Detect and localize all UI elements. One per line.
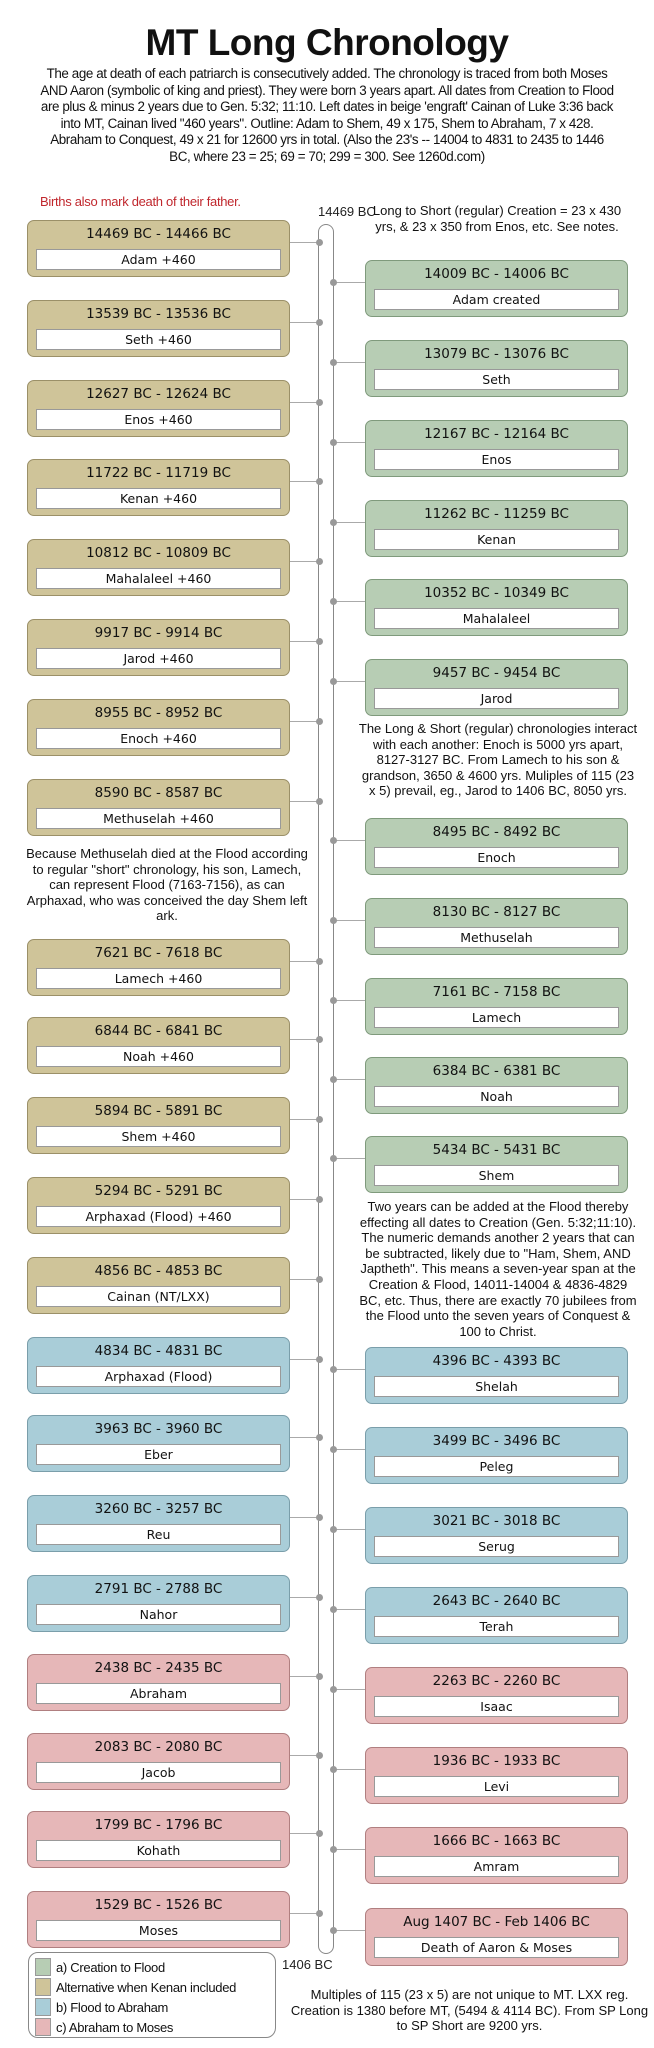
connector-line xyxy=(334,920,365,921)
event-name: Enoch +460 xyxy=(36,728,281,749)
event-date: 10812 BC - 10809 BC xyxy=(86,545,231,561)
event-date: 3021 BC - 3018 BC xyxy=(432,1513,561,1529)
event-box xyxy=(27,939,290,996)
event-date: 3499 BC - 3496 BC xyxy=(432,1433,561,1449)
event-date: 4856 BC - 4853 BC xyxy=(94,1263,223,1279)
event-box xyxy=(27,1733,290,1790)
event-box xyxy=(27,1811,290,1868)
event-box xyxy=(27,380,290,437)
event-date: 2643 BC - 2640 BC xyxy=(432,1593,561,1609)
event-name: Mahalaleel xyxy=(374,608,619,629)
event-date: 13079 BC - 13076 BC xyxy=(424,346,569,362)
event-date: 7161 BC - 7158 BC xyxy=(432,984,561,1000)
event-name: Mahalaleel +460 xyxy=(36,568,281,589)
event-name: Methuselah xyxy=(374,927,619,948)
event-box xyxy=(27,1654,290,1711)
legend-label: b) Flood to Abraham xyxy=(56,1999,169,2015)
timeline-dot xyxy=(316,1196,323,1203)
event-name: Shem xyxy=(374,1165,619,1186)
timeline-dot xyxy=(330,1076,337,1083)
timeline-dot xyxy=(330,1927,337,1934)
timeline-dot xyxy=(330,997,337,1004)
event-box xyxy=(27,1177,290,1234)
timeline-dot xyxy=(316,1752,323,1759)
event-date: 3260 BC - 3257 BC xyxy=(94,1501,223,1517)
timeline-dot xyxy=(330,1526,337,1533)
event-date: 5434 BC - 5431 BC xyxy=(432,1142,561,1158)
event-date: 14009 BC - 14006 BC xyxy=(424,266,569,282)
timeline-dot xyxy=(316,1116,323,1123)
event-box xyxy=(27,220,290,277)
event-date: 8130 BC - 8127 BC xyxy=(432,904,561,920)
event-name: Shelah xyxy=(374,1376,619,1397)
note-methuselah: Because Methuselah died at the Flood according to regular "short" chronology, his son, Lamech, can represent Flood (7163-7156), as can Arphaxad, who was conceived the day Shem left ark. xyxy=(26,846,308,924)
timeline-dot xyxy=(316,319,323,326)
connector-line xyxy=(334,442,365,443)
note-long-short: Long to Short (regular) Creation = 23 x 430 yrs, & 23 x 350 from Enos, etc. See notes. xyxy=(372,203,622,234)
event-date: 1936 BC - 1933 BC xyxy=(432,1753,561,1769)
timeline-dot xyxy=(330,1606,337,1613)
event-name: Kohath xyxy=(36,1840,281,1861)
event-box xyxy=(27,300,290,357)
event-name: Jarod +460 xyxy=(36,648,281,669)
event-name: Nahor xyxy=(36,1604,281,1625)
event-name: Isaac xyxy=(374,1696,619,1717)
event-name: Enoch xyxy=(374,847,619,868)
connector-line xyxy=(334,601,365,602)
event-date: 5894 BC - 5891 BC xyxy=(94,1103,223,1119)
event-name: Serug xyxy=(374,1536,619,1557)
legend-label: a) Creation to Flood xyxy=(56,1959,165,1975)
connector-line xyxy=(334,1769,365,1770)
event-box xyxy=(365,818,628,875)
event-name: Jacob xyxy=(36,1762,281,1783)
event-name: Peleg xyxy=(374,1456,619,1477)
connector-line xyxy=(334,522,365,523)
connector-line xyxy=(334,1079,365,1080)
event-box xyxy=(365,1587,628,1644)
event-box xyxy=(365,1507,628,1564)
timeline-dot xyxy=(330,439,337,446)
event-box xyxy=(27,539,290,596)
note-multiples: Multiples of 115 (23 x 5) are not unique to MT. LXX reg. Creation is 1380 before MT, (5494 & 4114 BC). From SP Long to SP Short are 9200 yrs. xyxy=(290,1987,649,2034)
event-date: 2263 BC - 2260 BC xyxy=(432,1673,561,1689)
connector-line xyxy=(334,1449,365,1450)
event-box xyxy=(365,898,628,955)
event-date: 14469 BC - 14466 BC xyxy=(86,226,231,242)
event-name: Abraham xyxy=(36,1683,281,1704)
timeline-dot xyxy=(330,678,337,685)
event-name: Kenan +460 xyxy=(36,488,281,509)
timeline-dot xyxy=(330,917,337,924)
timeline-dot xyxy=(316,1830,323,1837)
event-box xyxy=(365,1908,628,1966)
event-box xyxy=(27,1257,290,1314)
timeline-dot xyxy=(316,558,323,565)
event-name: Adam +460 xyxy=(36,249,281,270)
timeline-dot xyxy=(330,1766,337,1773)
connector-line xyxy=(334,1369,365,1370)
event-date: 9917 BC - 9914 BC xyxy=(94,625,223,641)
timeline-dot xyxy=(316,638,323,645)
event-date: 9457 BC - 9454 BC xyxy=(432,665,561,681)
event-name: Moses xyxy=(36,1920,281,1941)
event-name: Seth xyxy=(374,369,619,390)
timeline-end-label: 1406 BC xyxy=(282,1957,333,1972)
event-date: 1666 BC - 1663 BC xyxy=(432,1833,561,1849)
connector-line xyxy=(334,282,365,283)
timeline-dot xyxy=(316,1514,323,1521)
event-name: Enos xyxy=(374,449,619,470)
event-date: 7621 BC - 7618 BC xyxy=(94,945,223,961)
timeline-dot xyxy=(316,1434,323,1441)
timeline-dot xyxy=(330,359,337,366)
legend-item xyxy=(35,1977,275,1997)
event-date: 3963 BC - 3960 BC xyxy=(94,1421,223,1437)
timeline-dot xyxy=(330,1686,337,1693)
event-name: Kenan xyxy=(374,529,619,550)
event-box xyxy=(365,260,628,317)
event-name: Methuselah +460 xyxy=(36,808,281,829)
timeline-dot xyxy=(316,1673,323,1680)
timeline-dot xyxy=(330,837,337,844)
timeline-dot xyxy=(316,798,323,805)
event-box xyxy=(365,1057,628,1114)
event-date: 4834 BC - 4831 BC xyxy=(94,1343,223,1359)
event-name: Cainan (NT/LXX) xyxy=(36,1286,281,1307)
event-date: 4396 BC - 4393 BC xyxy=(432,1353,561,1369)
timeline-start-label: 14469 BC xyxy=(318,204,376,219)
event-box xyxy=(27,779,290,836)
event-name: Arphaxad (Flood) xyxy=(36,1366,281,1387)
event-date: 8495 BC - 8492 BC xyxy=(432,824,561,840)
intro-text: The age at death of each patriarch is consecutively added. The chronology is traced from both Moses AND Aaron (symbolic of king and priest). They were born 3 years apart. All dates from Creation to Flood are plus & minus 2 years due to Gen. 5:32; 11:10. Left dates in beige 'engraft' Cainan of Luke 3:36 back into MT, Cainan lived "460 years". Outline: Adam to Shem, 49 x 175, Shem to Abraham, 7 x 428. Abraham to Conquest, 49 x 21 for 12600 yrs in total. (Also the 23's -- 14004 to 4831 to 2435 to 1446 BC, where 23 = 25; 69 = 70; 299 = 300. See 1260d.com) xyxy=(40,66,614,164)
event-box xyxy=(27,1415,290,1472)
event-box xyxy=(365,1427,628,1484)
legend-label: c) Abraham to Moses xyxy=(56,2019,174,2035)
event-name: Noah xyxy=(374,1086,619,1107)
page-title: MT Long Chronology xyxy=(145,22,509,63)
connector-line xyxy=(334,1000,365,1001)
event-name: Adam created xyxy=(374,289,619,310)
event-box xyxy=(27,1575,290,1632)
event-name: Amram xyxy=(374,1856,619,1877)
timeline-dot xyxy=(316,958,323,965)
event-box xyxy=(365,1747,628,1804)
connector-line xyxy=(334,1609,365,1610)
timeline-dot xyxy=(316,1594,323,1601)
event-date: 2083 BC - 2080 BC xyxy=(94,1739,223,1755)
timeline-dot xyxy=(316,399,323,406)
event-name: Levi xyxy=(374,1776,619,1797)
event-box xyxy=(27,1337,290,1394)
event-box xyxy=(365,1136,628,1193)
connector-line xyxy=(334,681,365,682)
event-box xyxy=(27,1495,290,1552)
timeline-dot xyxy=(316,718,323,725)
event-date: 13539 BC - 13536 BC xyxy=(86,306,231,322)
event-box xyxy=(365,659,628,716)
event-box xyxy=(27,1891,290,1948)
timeline-dot xyxy=(330,519,337,526)
event-box xyxy=(365,1827,628,1884)
event-name: Lamech xyxy=(374,1007,619,1028)
connector-line xyxy=(334,1158,365,1159)
timeline-dot xyxy=(330,1846,337,1853)
event-date: 5294 BC - 5291 BC xyxy=(94,1183,223,1199)
event-date: 12167 BC - 12164 BC xyxy=(424,426,569,442)
timeline-dot xyxy=(316,1036,323,1043)
event-date: 8955 BC - 8952 BC xyxy=(94,705,223,721)
event-date: Aug 1407 BC - Feb 1406 BC xyxy=(403,1914,590,1930)
legend-item xyxy=(35,2017,275,2037)
event-date: 12627 BC - 12624 BC xyxy=(86,386,231,402)
event-box xyxy=(27,619,290,676)
event-name: Noah +460 xyxy=(36,1046,281,1067)
event-date: 6844 BC - 6841 BC xyxy=(94,1023,223,1039)
timeline-dot xyxy=(330,598,337,605)
timeline-dot xyxy=(330,1446,337,1453)
legend xyxy=(28,1952,276,2038)
timeline-dot xyxy=(330,279,337,286)
timeline-dot xyxy=(316,1356,323,1363)
event-name: Death of Aaron & Moses xyxy=(374,1937,619,1958)
legend-swatch xyxy=(35,1978,51,1996)
event-name: Eber xyxy=(36,1444,281,1465)
event-date: 11722 BC - 11719 BC xyxy=(86,465,231,481)
event-box xyxy=(365,500,628,557)
event-box xyxy=(365,1347,628,1404)
event-box xyxy=(365,978,628,1035)
legend-swatch xyxy=(35,1958,51,1976)
event-name: Jarod xyxy=(374,688,619,709)
legend-item xyxy=(35,1957,275,1977)
event-date: 6384 BC - 6381 BC xyxy=(432,1063,561,1079)
timeline-dot xyxy=(316,478,323,485)
legend-swatch xyxy=(35,1998,51,2016)
event-date: 1529 BC - 1526 BC xyxy=(94,1897,223,1913)
event-name: Reu xyxy=(36,1524,281,1545)
event-box xyxy=(365,1667,628,1724)
timeline-dot xyxy=(330,1366,337,1373)
event-name: Arphaxad (Flood) +460 xyxy=(36,1206,281,1227)
timeline-dot xyxy=(316,239,323,246)
timeline-dot xyxy=(316,1276,323,1283)
event-box xyxy=(365,420,628,477)
connector-line xyxy=(334,1689,365,1690)
connector-line xyxy=(334,1849,365,1850)
connector-line xyxy=(334,1529,365,1530)
connector-line xyxy=(334,1930,365,1931)
event-box xyxy=(27,699,290,756)
note-interact: The Long & Short (regular) chronologies interact with each another: Enoch is 5000 yrs apart, 8127-3127 BC. From Lamech to his son & grandson, 3650 & 4600 yrs. Muliples of 115 (23 x 5) prevail, eg., Jarod to 1406 BC, 8050 yrs. xyxy=(358,721,638,799)
event-name: Lamech +460 xyxy=(36,968,281,989)
event-date: 2438 BC - 2435 BC xyxy=(94,1660,223,1676)
legend-swatch xyxy=(35,2018,51,2036)
event-name: Terah xyxy=(374,1616,619,1637)
event-box xyxy=(365,340,628,397)
event-date: 10352 BC - 10349 BC xyxy=(424,585,569,601)
event-date: 11262 BC - 11259 BC xyxy=(424,506,569,522)
legend-item xyxy=(35,1997,275,2017)
event-date: 8590 BC - 8587 BC xyxy=(94,785,223,801)
event-box xyxy=(27,459,290,516)
note-two-years: Two years can be added at the Flood thereby effecting all dates to Creation (Gen. 5:32;11:10). The numeric demands another 2 years that can be subtracted, likely due to "Ham, Shem, AND Japtheth". This means a seven-year span at the Creation & Flood, 14011-14004 & 4836-4829 BC, etc. Thus, there are exactly 70 jubilees from the Flood unto the seven years of Conquest & 100 to Christ. xyxy=(359,1199,637,1339)
event-box xyxy=(27,1017,290,1074)
event-box xyxy=(365,579,628,636)
connector-line xyxy=(334,362,365,363)
event-date: 1799 BC - 1796 BC xyxy=(94,1817,223,1833)
legend-label: Alternative when Kenan included xyxy=(56,1979,237,1995)
event-box xyxy=(27,1097,290,1154)
connector-line xyxy=(334,840,365,841)
event-name: Seth +460 xyxy=(36,329,281,350)
timeline-dot xyxy=(316,1910,323,1917)
event-name: Shem +460 xyxy=(36,1126,281,1147)
event-date: 2791 BC - 2788 BC xyxy=(94,1581,223,1597)
timeline-dot xyxy=(330,1155,337,1162)
event-name: Enos +460 xyxy=(36,409,281,430)
births-note: Births also mark death of their father. xyxy=(40,194,241,209)
